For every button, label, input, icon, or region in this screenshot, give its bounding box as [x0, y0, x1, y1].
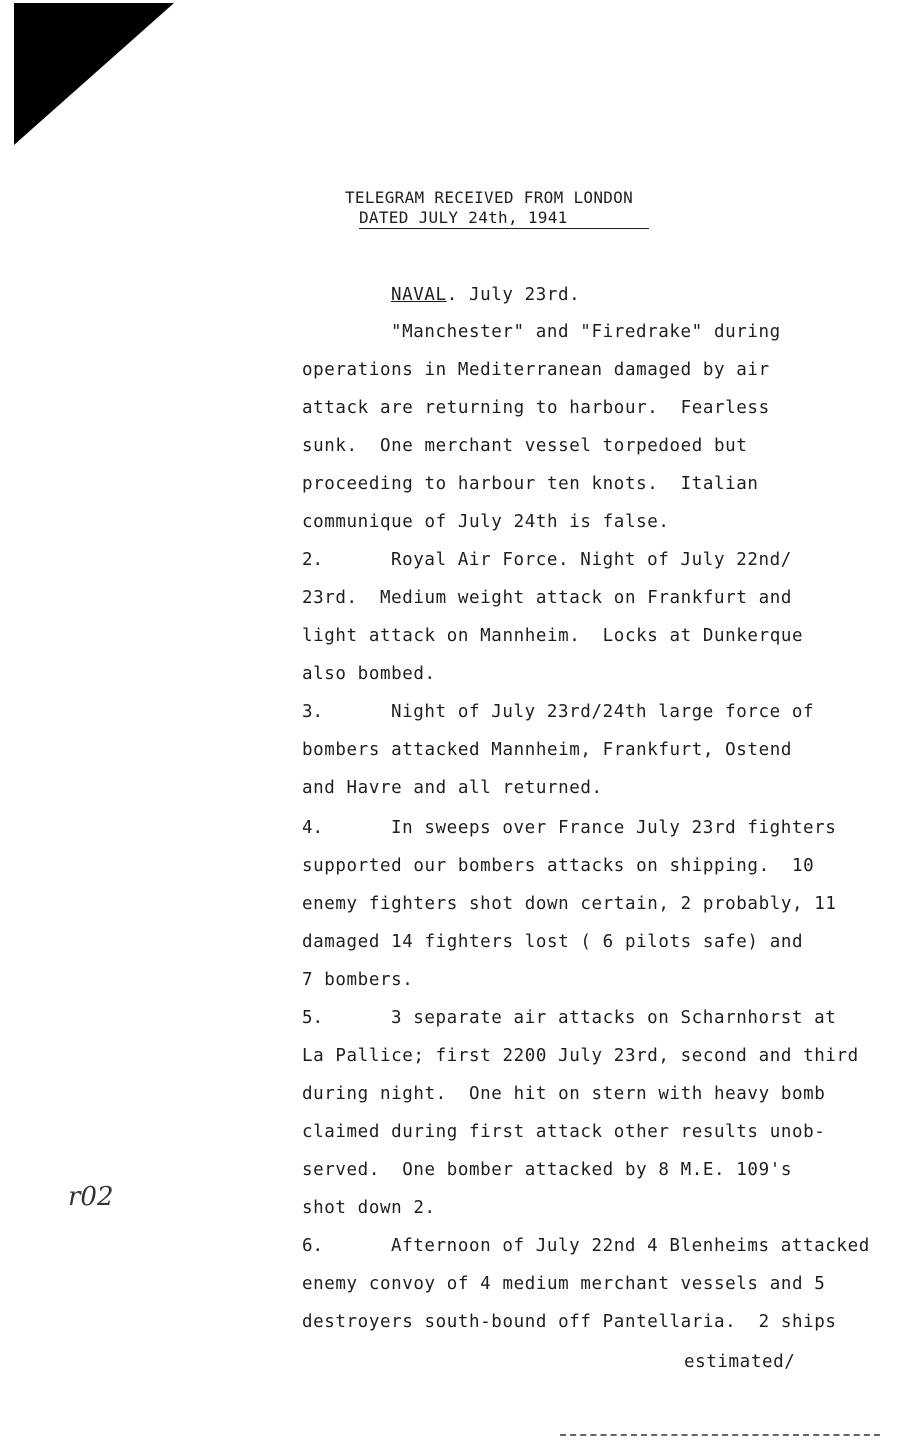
body-line: 3 separate air attacks on Scharnhorst at: [391, 1008, 837, 1028]
body-line: In sweeps over France July 23rd fighters: [391, 818, 837, 838]
body-line: Night of July 23rd/24th large force of: [391, 702, 815, 722]
body-line: Afternoon of July 22nd 4 Blenheims attacked: [391, 1236, 870, 1256]
body-line: shot down 2.: [302, 1198, 436, 1218]
paragraph-number: 3.: [302, 702, 324, 722]
body-line: bombers attacked Mannheim, Frankfurt, Ostend: [302, 740, 792, 760]
body-line: served. One bomber attacked by 8 M.E. 109's: [302, 1160, 792, 1180]
title-line-2: DATED JULY 24th, 1941: [359, 208, 649, 229]
body-line: during night. One hit on stern with heavy bomb: [302, 1084, 826, 1104]
naval-heading: NAVAL: [391, 285, 447, 305]
body-line: La Pallice; first 2200 July 23rd, second and third: [302, 1046, 859, 1066]
catchword: estimated/: [684, 1352, 796, 1372]
body-line: 23rd. Medium weight attack on Frankfurt and: [302, 588, 792, 608]
title-line-1: TELEGRAM RECEIVED FROM LONDON: [345, 188, 634, 207]
body-line: proceeding to harbour ten knots. Italian: [302, 474, 759, 494]
body-line: supported our bombers attacks on shipping. 10: [302, 856, 815, 876]
body-line: damaged 14 fighters lost ( 6 pilots safe) and: [302, 932, 804, 952]
body-line: communique of July 24th is false.: [302, 512, 670, 532]
body-line: "Manchester" and "Firedrake" during: [391, 322, 781, 342]
paragraph-number: 4.: [302, 818, 324, 838]
black-corner-mark: [14, 3, 174, 145]
body-line: light attack on Mannheim. Locks at Dunkerque: [302, 626, 804, 646]
body-line: sunk. One merchant vessel torpedoed but: [302, 436, 748, 456]
body-line: 7 bombers.: [302, 970, 414, 990]
body-line: also bombed.: [302, 664, 436, 684]
body-line: operations in Mediterranean damaged by air: [302, 360, 770, 380]
naval-heading-line: [391, 284, 580, 306]
paragraph-number: 5.: [302, 1008, 324, 1028]
handwritten-margin-note: r02: [68, 1182, 114, 1212]
paragraph-number: 6.: [302, 1236, 324, 1256]
body-line: and Havre and all returned.: [302, 778, 603, 798]
body-line: enemy fighters shot down certain, 2 probably, 11: [302, 894, 837, 914]
body-line: claimed during first attack other results unob-: [302, 1122, 826, 1142]
paragraph-number: 2.: [302, 550, 324, 570]
naval-date: . July 23rd.: [446, 285, 581, 305]
bottom-edge-marks: [560, 1434, 880, 1439]
telegram-title: [345, 188, 649, 229]
body-line: attack are returning to harbour. Fearless: [302, 398, 770, 418]
body-line: destroyers south-bound off Pantellaria. 2 ships: [302, 1312, 837, 1332]
body-line: Royal Air Force. Night of July 22nd/: [391, 550, 792, 570]
body-line: enemy convoy of 4 medium merchant vessels and 5: [302, 1274, 826, 1294]
